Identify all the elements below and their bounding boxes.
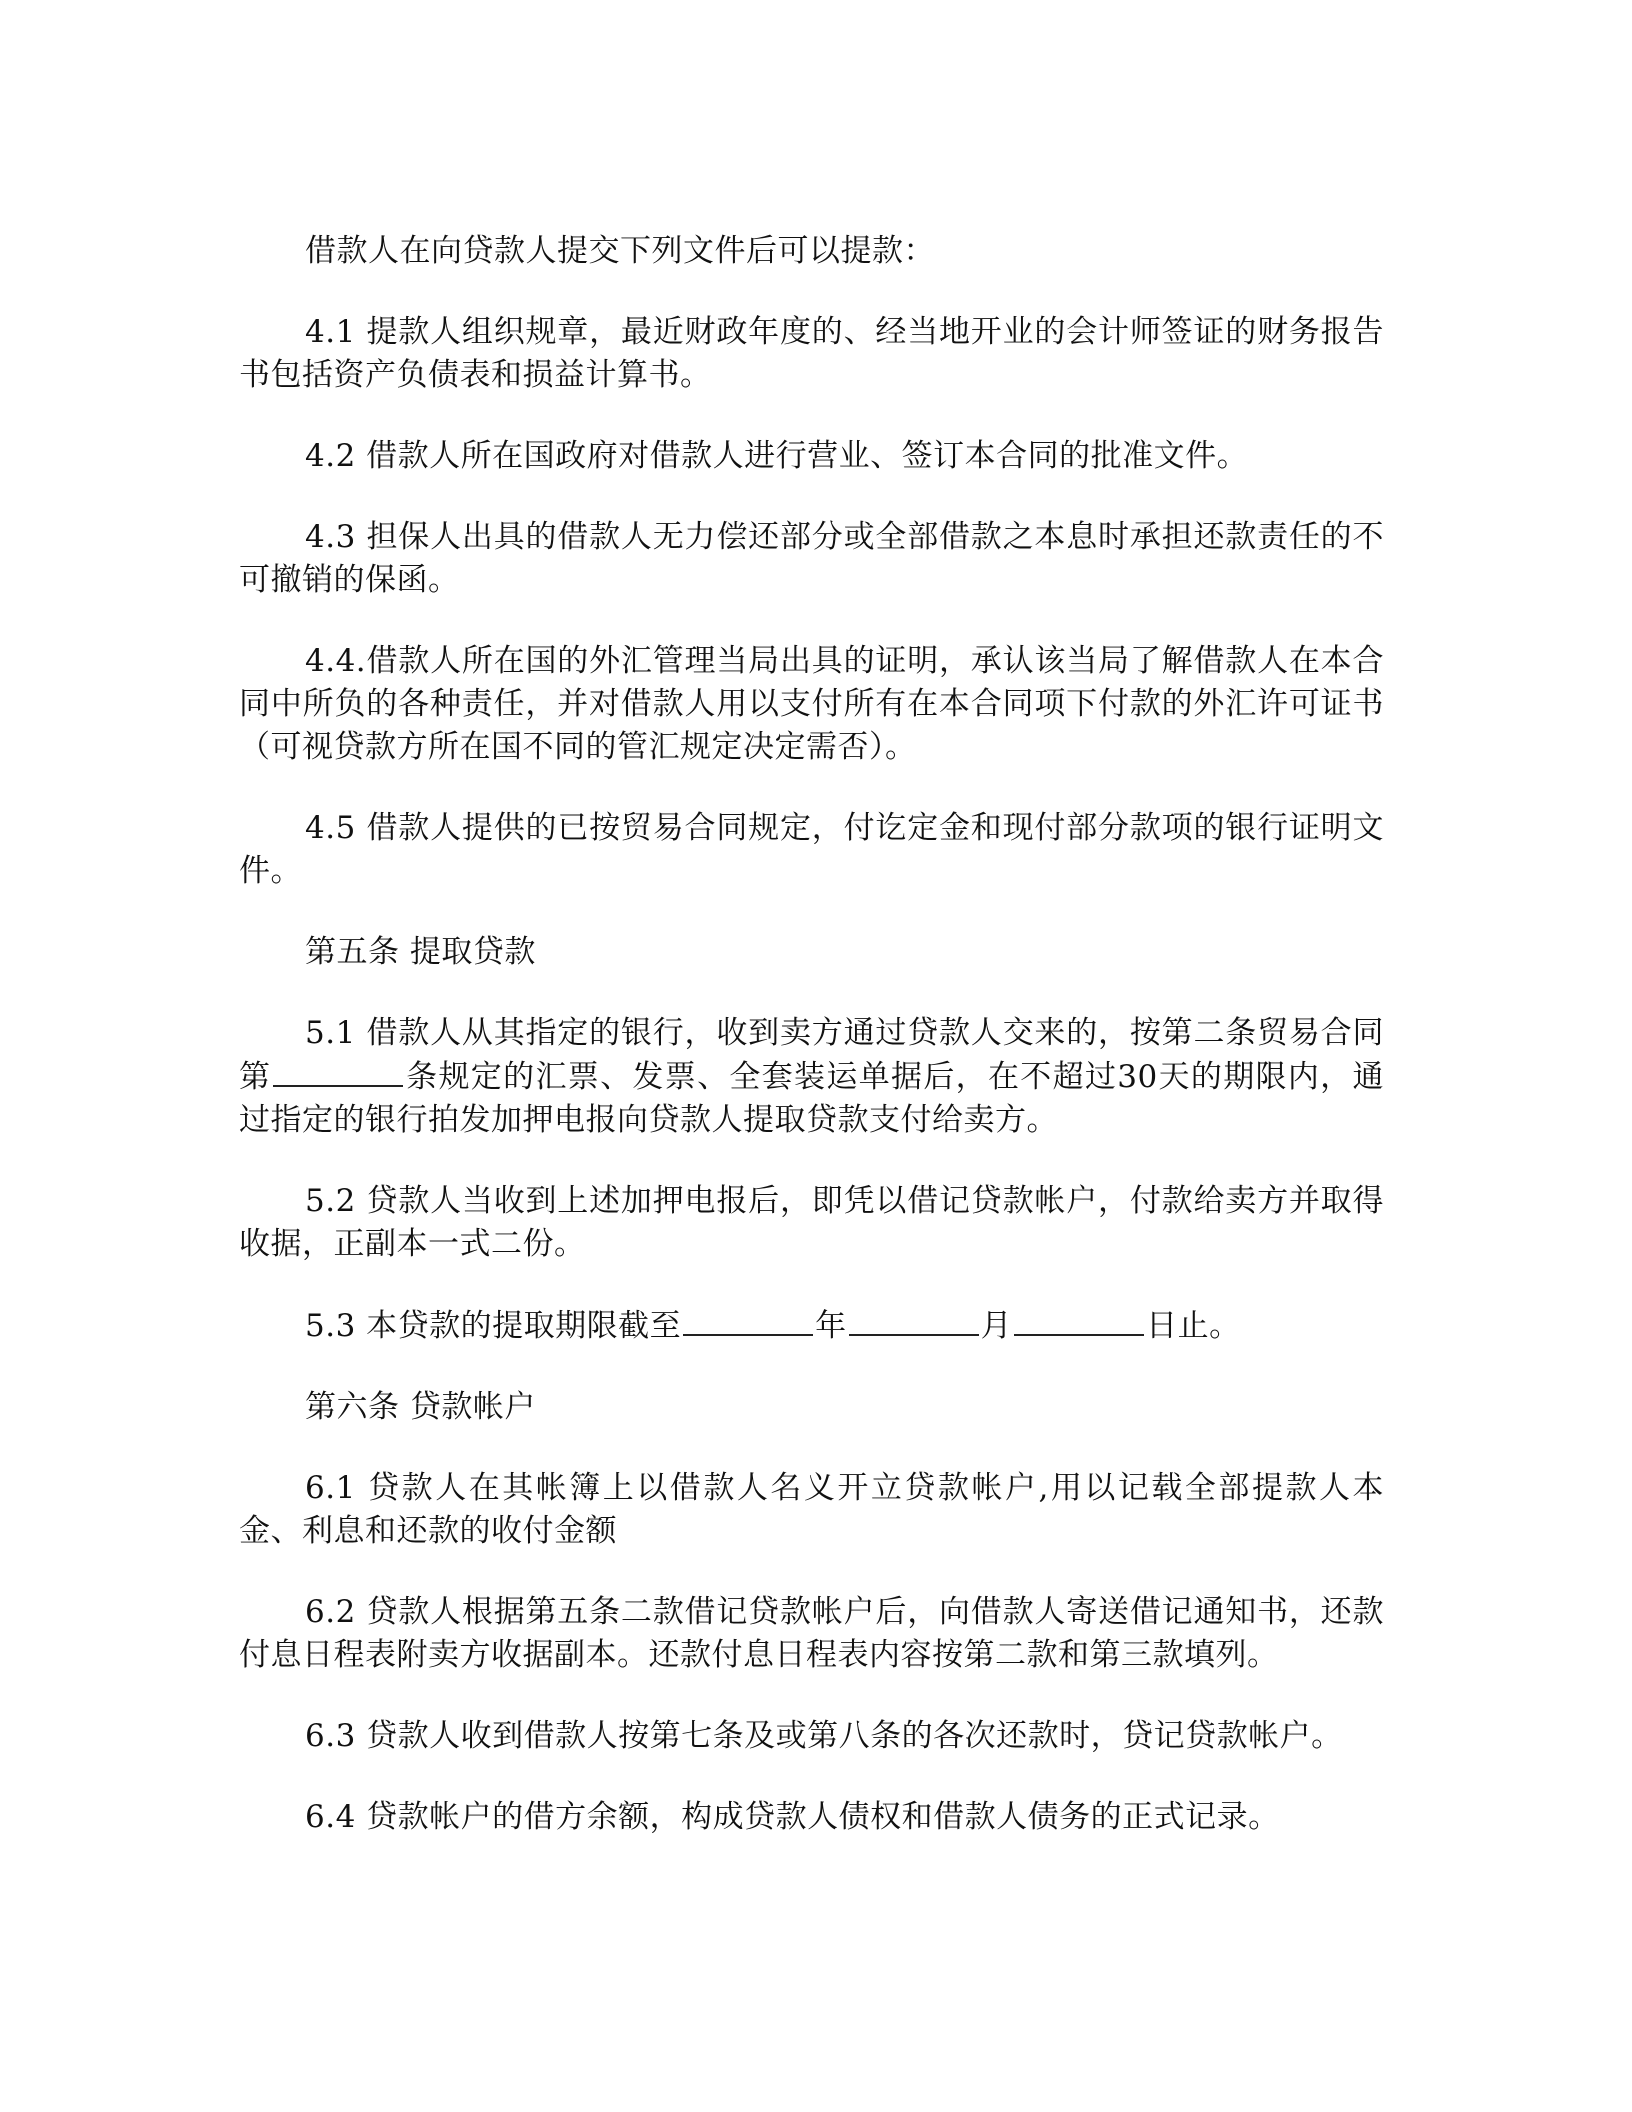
- clause-4-2: 4.2 借款人所在国政府对借款人进行营业、签订本合同的批准文件。: [305, 438, 1249, 474]
- clause-6-3: 6.3 贷款人收到借款人按第七条及或第八条的各次还款时，贷记贷款帐户。: [305, 1718, 1343, 1754]
- blank-clause-number: [273, 1055, 403, 1087]
- clause-5-3-part-a: 5.3 本贷款的提取期限截至: [305, 1308, 682, 1344]
- article-6-title: 第六条 贷款帐户: [305, 1389, 536, 1425]
- day-label: 日止。: [1146, 1308, 1241, 1344]
- clause-6-2: 6.2 贷款人根据第五条二款借记贷款帐户后，向借款人寄送借记通知书，还款付息日程表附卖方收据副本。还款付息日程表内容按第二款和第三款填列。: [239, 1594, 1384, 1673]
- month-label: 月: [980, 1308, 1013, 1344]
- clause-4-1: 4.1 提款人组织规章，最近财政年度的、经当地开业的会计师签证的财务报告书包括资产负债表和损益计算书。: [239, 314, 1384, 393]
- clause-4-4: 4.4.借款人所在国的外汇管理当局出具的证明，承认该当局了解借款人在本合同中所负的各种责任，并对借款人用以支付所有在本合同项下付款的外汇许可证书（可视贷款方所在国不同的管汇规定决定需否）。: [239, 643, 1384, 765]
- blank-day: [1014, 1304, 1144, 1336]
- clause-5-3: [239, 1304, 1384, 1348]
- clause-5-2: 5.2 贷款人当收到上述加押电报后，即凭以借记贷款帐户，付款给卖方并取得收据，正副本一式二份。: [239, 1183, 1384, 1262]
- clause-5-1-part-b: 条规定的汇票、发票、全套装运单据后，在不超过30天的期限内，通过指定的银行拍发加押电报向贷款人提取贷款支付给卖方。: [239, 1059, 1384, 1138]
- clause-6-4: 6.4 贷款帐户的借方余额，构成贷款人债权和借款人债务的正式记录。: [305, 1799, 1280, 1835]
- intro-paragraph: 借款人在向贷款人提交下列文件后可以提款：: [305, 233, 935, 269]
- clause-5-1-part-a: 5.1 借款人从其指定的银行，收到卖方通过贷款人交来的，按第二条贸易合同第: [239, 1015, 1384, 1095]
- clause-5-1: [239, 1012, 1384, 1142]
- document-body: [239, 230, 1384, 1877]
- blank-year: [683, 1304, 813, 1336]
- blank-month: [849, 1304, 979, 1336]
- clause-6-1: 6.1 贷款人在其帐簿上以借款人名义开立贷款帐户,用以记载全部提款人本金、利息和还款的收付金额: [239, 1470, 1384, 1549]
- article-5-title: 第五条 提取贷款: [305, 934, 536, 970]
- clause-4-3: 4.3 担保人出具的借款人无力偿还部分或全部借款之本息时承担还款责任的不可撤销的保函。: [239, 519, 1384, 598]
- year-label: 年: [815, 1308, 847, 1344]
- clause-4-5: 4.5 借款人提供的已按贸易合同规定，付讫定金和现付部分款项的银行证明文件。: [239, 810, 1384, 889]
